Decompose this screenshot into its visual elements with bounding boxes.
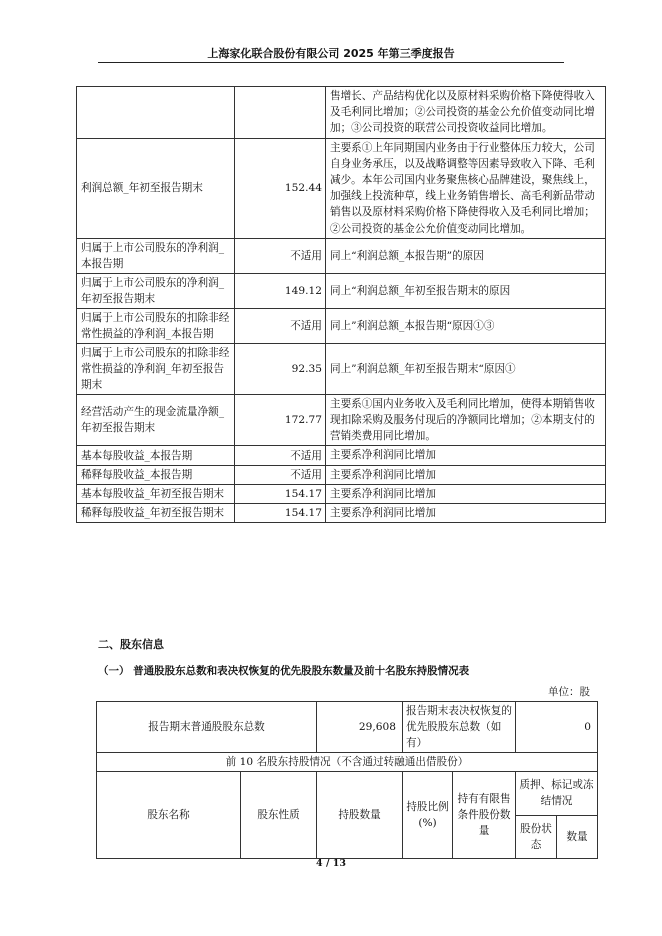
item-cell: 归属于上市公司股东的净利润_本报告期 — [77, 238, 235, 273]
value-cell: 不适用 — [235, 238, 326, 273]
table-row — [77, 343, 606, 394]
table-row — [77, 138, 606, 238]
reason-cell: 售增长、产品结构优化以及原材料采购价格下降使得收入及毛利同比增加；②公司投资的基金公允价值变动同比增加；③公司投资的联营公司投资收益同比增加。 — [326, 87, 606, 139]
preferred-shareholders-label: 报告期末表决权恢复的优先股股东总数（如有） — [403, 702, 516, 753]
table-header-row — [97, 772, 598, 816]
value-cell: 154.17 — [235, 484, 326, 503]
value-cell: 不适用 — [235, 308, 326, 343]
value-cell: 154.17 — [235, 504, 326, 523]
table-row — [77, 394, 606, 446]
value-cell — [235, 87, 326, 139]
reason-cell: 主要系净利润同比增加 — [326, 446, 606, 465]
unit-label: 单位：股 — [548, 686, 590, 698]
table-row — [77, 504, 606, 523]
header-rule — [98, 62, 564, 63]
value-cell: 92.35 — [235, 343, 326, 394]
reason-cell: 主要系净利润同比增加 — [326, 484, 606, 503]
table-row — [77, 446, 606, 465]
reason-cell: 同上”利润总额_年初至报告期末“原因① — [326, 343, 606, 394]
item-cell — [77, 87, 235, 139]
table-row — [97, 753, 598, 772]
table-row — [77, 484, 606, 503]
subsection-title: （一） 普通股股东总数和表决权恢复的优先股股东数量及前十名股东持股情况表 — [98, 665, 470, 677]
item-cell: 基本每股收益_本报告期 — [77, 446, 235, 465]
reason-cell: 主要系①上年同期国内业务由于行业整体压力较大，公司自身业务承压，以及战略调整等因素导致收入下降、毛利减少。本年公司国内业务聚焦核心品牌建设，聚焦线上，加强线上投流种草，线上业务销售增长、高毛利新品带动销售以及原材料采购价格下降使得收入及毛利同比增加；②公司投资的基金公允价值变动同比增加。 — [326, 138, 606, 238]
reason-cell: 同上“利润总额_年初至报告期末的原因 — [326, 273, 606, 308]
reason-cell: 主要系净利润同比增加 — [326, 504, 606, 523]
top10-span-title: 前 10 名股东持股情况（不含通过转融通出借股份） — [97, 753, 598, 772]
table-row — [77, 238, 606, 273]
header-pledge-status: 质押、标记或冻结情况 — [516, 772, 598, 816]
section-title-shareholders: 二、股东信息 — [98, 638, 164, 651]
header-share-ratio: 持股比例(%) — [403, 772, 453, 859]
value-cell: 172.77 — [235, 394, 326, 446]
preferred-shareholders-value: 0 — [516, 702, 598, 753]
header-shareholder-name: 股东名称 — [97, 772, 241, 859]
header-share-status: 股份状态 — [516, 815, 557, 859]
item-cell: 稀释每股收益_本报告期 — [77, 465, 235, 484]
header-shareholder-nature: 股东性质 — [241, 772, 317, 859]
header-restricted-shares: 持有有限售条件股份数量 — [453, 772, 516, 859]
reason-cell: 主要系①国内业务收入及毛利同比增加，使得本期销售收现扣除采购及服务付现后的净额同比增加；②本期支付的营销类费用同比增加。 — [326, 394, 606, 446]
value-cell: 不适用 — [235, 465, 326, 484]
shareholders-table — [96, 701, 598, 859]
reason-cell: 主要系净利润同比增加 — [326, 465, 606, 484]
value-cell: 152.44 — [235, 138, 326, 238]
table-row — [77, 273, 606, 308]
page-header-title: 上海家化联合股份有限公司 2025 年第三季度报告 — [207, 47, 455, 60]
header-share-quantity: 持股数量 — [317, 772, 403, 859]
item-cell: 稀释每股收益_年初至报告期末 — [77, 504, 235, 523]
item-cell: 经营活动产生的现金流量净额_年初至报告期末 — [77, 394, 235, 446]
reason-cell: 同上”利润总额_本报告期“原因①③ — [326, 308, 606, 343]
yoy-change-reasons-table — [76, 86, 606, 523]
table-row — [77, 87, 606, 139]
value-cell: 不适用 — [235, 446, 326, 465]
item-cell: 归属于上市公司股东的扣除非经常性损益的净利润_年初至报告期末 — [77, 343, 235, 394]
item-cell: 利润总额_年初至报告期末 — [77, 138, 235, 238]
item-cell: 归属于上市公司股东的扣除非经常性损益的净利润_本报告期 — [77, 308, 235, 343]
value-cell: 149.12 — [235, 273, 326, 308]
item-cell: 归属于上市公司股东的净利润_年初至报告期末 — [77, 273, 235, 308]
total-shareholders-label: 报告期末普通股股东总数 — [97, 702, 317, 753]
table-row — [77, 308, 606, 343]
header-pledge-amount: 数量 — [557, 815, 598, 859]
table-row — [77, 465, 606, 484]
item-cell: 基本每股收益_年初至报告期末 — [77, 484, 235, 503]
table-row — [97, 702, 598, 753]
total-shareholders-value: 29,608 — [317, 702, 403, 753]
page-number: 4 / 13 — [316, 858, 346, 869]
reason-cell: 同上“利润总额_本报告期”的原因 — [326, 238, 606, 273]
